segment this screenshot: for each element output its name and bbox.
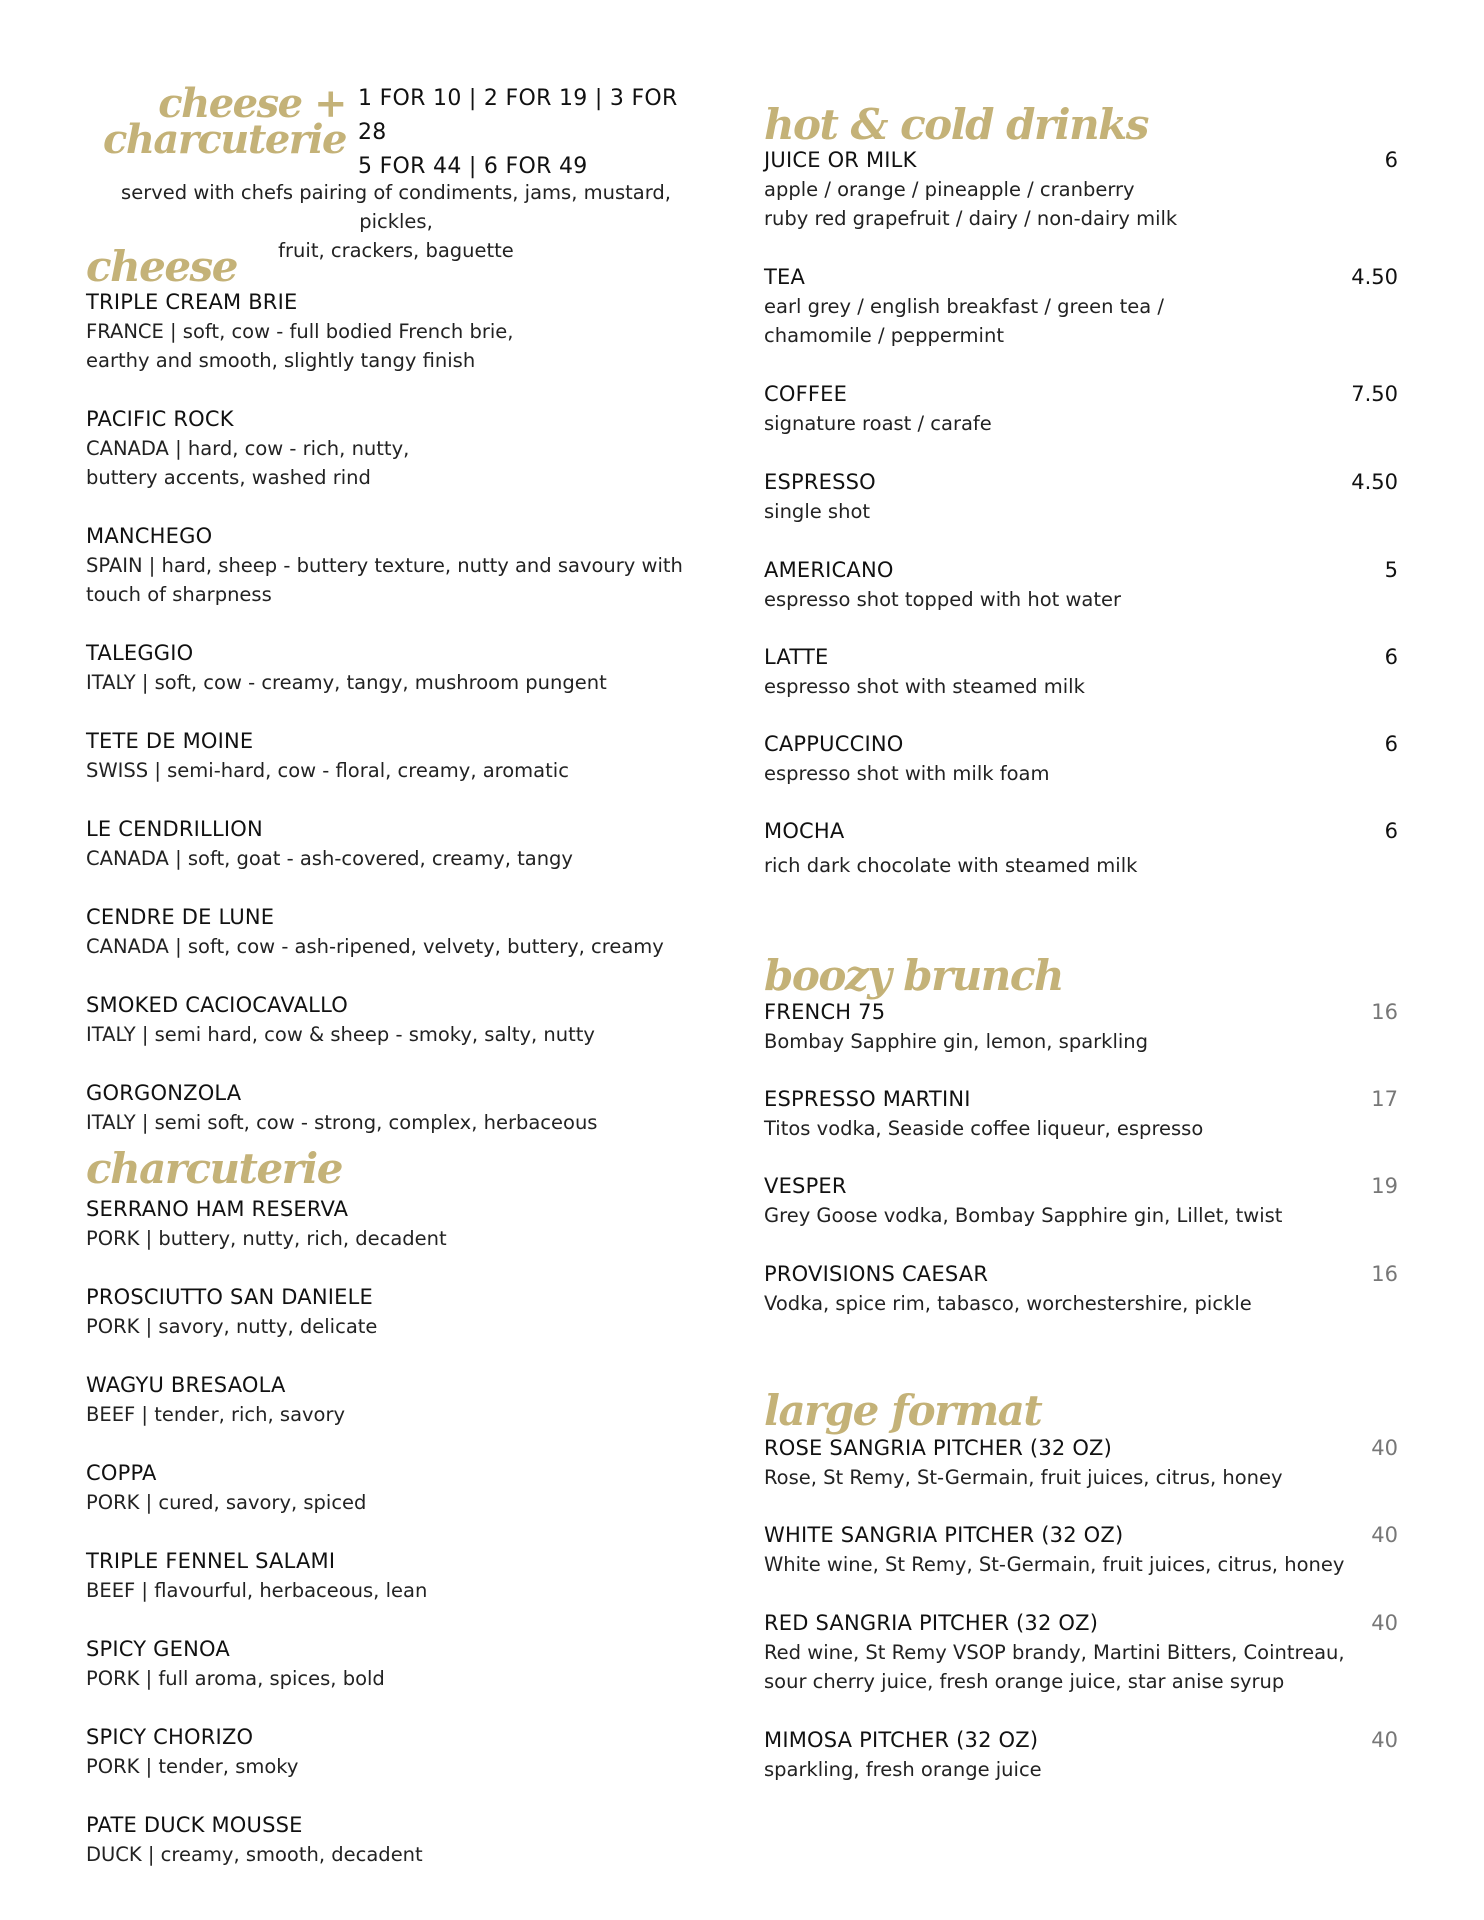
header-title-line2: charcuterie [102, 116, 346, 163]
menu-item-name: TRIPLE FENNEL SALAMI [86, 1549, 336, 1573]
served-line2: fruit, crackers, baguette [278, 239, 514, 262]
menu-item-name: ESPRESSO [764, 470, 876, 494]
menu-item-price: 40 [1371, 1611, 1398, 1635]
menu-item-taleggio [86, 639, 607, 697]
menu-item-cappuccino [764, 730, 1398, 788]
pricing-line2: 5 FOR 44 | 6 FOR 49 [358, 154, 588, 179]
menu-item-cendre-de-lune [86, 903, 664, 961]
menu-item-description: touch of sharpness [86, 583, 272, 606]
menu-item-coffee [764, 380, 1398, 438]
menu-item-name: LATTE [764, 645, 829, 669]
menu-item-espresso-martini [764, 1085, 1398, 1143]
menu-item-description: signature roast / carafe [764, 412, 992, 435]
menu-item-pate-duck-mousse [86, 1811, 423, 1869]
menu-item-coppa [86, 1459, 366, 1517]
section-title-large-format: large format [764, 1386, 1042, 1435]
menu-item-manchego [86, 522, 683, 609]
menu-item-description: chamomile / peppermint [764, 324, 1004, 347]
menu-item-wagyu-bresaola [86, 1371, 345, 1429]
menu-item-juice-or-milk [764, 146, 1398, 233]
menu-item-mocha [764, 817, 1398, 880]
menu-item-description: espresso shot topped with hot water [764, 588, 1122, 611]
menu-item-name: SERRANO HAM RESERVA [86, 1197, 349, 1221]
menu-item-description: CANADA | soft, cow - ash-ripened, velvety, buttery, creamy [86, 935, 664, 958]
menu-item-name: PROSCIUTTO SAN DANIELE [86, 1285, 374, 1309]
menu-item-price: 5 [1384, 558, 1398, 582]
menu-item-price: 40 [1371, 1436, 1398, 1460]
menu-item-name: SPICY CHORIZO [86, 1725, 254, 1749]
menu-item-description: rich dark chocolate with steamed milk [764, 854, 1138, 877]
menu-item-name: RED SANGRIA PITCHER (32 OZ) [764, 1611, 1099, 1635]
menu-item-description: sparkling, fresh orange juice [764, 1758, 1042, 1781]
menu-item-espresso [764, 468, 1398, 526]
menu-item-pacific-rock [86, 405, 409, 492]
menu-item-name: SPICY GENOA [86, 1637, 230, 1661]
menu-item-name: TALEGGIO [86, 641, 194, 665]
menu-item-provisions-caesar [764, 1260, 1398, 1318]
menu-item-description: ITALY | soft, cow - creamy, tangy, mushroom pungent [86, 671, 607, 694]
menu-item-description: PORK | cured, savory, spiced [86, 1491, 367, 1514]
menu-item-gorgonzola [86, 1079, 597, 1137]
menu-item-name: CENDRE DE LUNE [86, 905, 275, 929]
menu-item-price: 6 [1384, 148, 1398, 172]
menu-item-price: 17 [1371, 1087, 1398, 1111]
menu-item-description: PORK | savory, nutty, delicate [86, 1315, 378, 1338]
menu-item-name: VESPER [764, 1174, 847, 1198]
menu-item-description: earthy and smooth, slightly tangy finish [86, 349, 476, 372]
menu-item-name: PROVISIONS CAESAR [764, 1262, 989, 1286]
menu-item-name: JUICE OR MILK [764, 148, 917, 172]
menu-item-tete-de-moine [86, 727, 569, 785]
section-title-drinks: hot & cold drinks [764, 100, 1148, 149]
menu-item-price: 6 [1384, 819, 1398, 843]
menu-item-price: 40 [1371, 1728, 1398, 1752]
menu-item-rose-sangria-pitcher-32-oz [764, 1434, 1398, 1492]
menu-item-description: Rose, St Remy, St-Germain, fruit juices, citrus, honey [764, 1466, 1283, 1489]
menu-item-price: 19 [1371, 1174, 1398, 1198]
header-title-line1: cheese + [158, 80, 346, 127]
menu-item-description: Vodka, spice rim, tabasco, worchestershire, pickle [764, 1292, 1252, 1315]
menu-item-description: ruby red grapefruit / dairy / non-dairy milk [764, 207, 1178, 230]
menu-item-name: AMERICANO [764, 558, 894, 582]
menu-item-tea [764, 263, 1398, 350]
menu-item-name: MIMOSA PITCHER (32 OZ) [764, 1728, 1039, 1752]
menu-item-description: earl grey / english breakfast / green tea / [764, 295, 1165, 318]
menu-item-white-sangria-pitcher-32-oz [764, 1521, 1398, 1579]
menu-item-name: COPPA [86, 1461, 157, 1485]
menu-item-description: Red wine, St Remy VSOP brandy, Martini Bitters, Cointreau, [764, 1641, 1345, 1664]
menu-item-description: BEEF | flavourful, herbaceous, lean [86, 1579, 428, 1602]
menu-item-price: 16 [1371, 1262, 1398, 1286]
menu-item-description: PORK | buttery, nutty, rich, decadent [86, 1227, 447, 1250]
menu-item-name: FRENCH 75 [764, 1000, 886, 1024]
menu-item-name: ESPRESSO MARTINI [764, 1087, 971, 1111]
menu-item-name: WHITE SANGRIA PITCHER (32 OZ) [764, 1523, 1124, 1547]
menu-item-price: 6 [1384, 645, 1398, 669]
menu-item-description: apple / orange / pineapple / cranberry [764, 178, 1135, 201]
menu-item-serrano-ham-reserva [86, 1195, 447, 1253]
menu-item-smoked-caciocavallo [86, 991, 595, 1049]
menu-item-description: ITALY | semi soft, cow - strong, complex, herbaceous [86, 1111, 598, 1134]
section-title-charcuterie: charcuterie [86, 1144, 342, 1193]
menu-item-le-cendrillion [86, 815, 573, 873]
menu-item-description: PORK | full aroma, spices, bold [86, 1667, 385, 1690]
menu-item-description: FRANCE | soft, cow - full bodied French brie, [86, 320, 514, 343]
menu-item-description: CANADA | hard, cow - rich, nutty, [86, 437, 410, 460]
menu-item-name: MOCHA [764, 819, 845, 843]
menu-item-description: ITALY | semi hard, cow & sheep - smoky, salty, nutty [86, 1023, 595, 1046]
pricing-line1: 1 FOR 10 | 2 FOR 19 | 3 FOR 28 [358, 86, 678, 145]
section-title-cheese: cheese [86, 242, 237, 291]
menu-item-description: CANADA | soft, goat - ash-covered, creamy, tangy [86, 847, 573, 870]
menu-item-price: 40 [1371, 1523, 1398, 1547]
menu-item-prosciutto-san-daniele [86, 1283, 377, 1341]
menu-item-triple-fennel-salami [86, 1547, 427, 1605]
menu-item-name: SMOKED CACIOCAVALLO [86, 993, 348, 1017]
menu-item-name: PACIFIC ROCK [86, 407, 234, 431]
menu-item-description: Titos vodka, Seaside coffee liqueur, espresso [764, 1117, 1204, 1140]
menu-item-latte [764, 643, 1398, 701]
menu-item-description: SWISS | semi-hard, cow - floral, creamy, aromatic [86, 759, 569, 782]
menu-item-red-sangria-pitcher-32-oz [764, 1609, 1398, 1696]
menu-item-description: buttery accents, washed rind [86, 466, 371, 489]
menu-item-description: PORK | tender, smoky [86, 1755, 299, 1778]
menu-item-name: MANCHEGO [86, 524, 213, 548]
menu-item-vesper [764, 1172, 1398, 1230]
menu-item-description: single shot [764, 500, 871, 523]
menu-item-description: espresso shot with milk foam [764, 762, 1050, 785]
menu-item-description: espresso shot with steamed milk [764, 675, 1085, 698]
menu-item-description: BEEF | tender, rich, savory [86, 1403, 346, 1426]
menu-item-french-75 [764, 998, 1398, 1056]
menu-item-description: sour cherry juice, fresh orange juice, star anise syrup [764, 1670, 1285, 1693]
menu-item-spicy-chorizo [86, 1723, 298, 1781]
menu-item-name: WAGYU BRESAOLA [86, 1373, 286, 1397]
menu-item-price: 16 [1371, 1000, 1398, 1024]
menu-item-description: White wine, St Remy, St-Germain, fruit juices, citrus, honey [764, 1553, 1345, 1576]
menu-item-description: DUCK | creamy, smooth, decadent [86, 1843, 423, 1866]
menu-item-description: Grey Goose vodka, Bombay Sapphire gin, Lillet, twist [764, 1204, 1283, 1227]
menu-item-triple-cream-brie [86, 288, 513, 375]
menu-item-americano [764, 556, 1398, 614]
section-title-boozy-brunch: boozy brunch [764, 951, 1063, 1000]
menu-item-price: 4.50 [1351, 470, 1398, 494]
menu-item-price: 7.50 [1351, 382, 1398, 406]
served-line1: served with chefs pairing of condiments, jams, mustard, pickles, [121, 181, 671, 233]
header-title [96, 80, 346, 163]
menu-item-name: TRIPLE CREAM BRIE [86, 290, 298, 314]
menu-item-name: ROSE SANGRIA PITCHER (32 OZ) [764, 1436, 1113, 1460]
menu-item-price: 4.50 [1351, 265, 1398, 289]
menu-item-name: PATE DUCK MOUSSE [86, 1813, 303, 1837]
menu-item-name: GORGONZOLA [86, 1081, 242, 1105]
menu-item-spicy-genoa [86, 1635, 385, 1693]
menu-item-description: SPAIN | hard, sheep - buttery texture, nutty and savoury with [86, 554, 683, 577]
menu-item-description: Bombay Sapphire gin, lemon, sparkling [764, 1030, 1149, 1053]
menu-item-name: TETE DE MOINE [86, 729, 254, 753]
menu-item-price: 6 [1384, 732, 1398, 756]
menu-item-name: CAPPUCCINO [764, 732, 904, 756]
menu-item-name: TEA [764, 265, 806, 289]
menu-item-name: LE CENDRILLION [86, 817, 263, 841]
menu-item-mimosa-pitcher-32-oz [764, 1726, 1398, 1784]
menu-item-name: COFFEE [764, 382, 848, 406]
pricing-tiers [358, 82, 706, 184]
